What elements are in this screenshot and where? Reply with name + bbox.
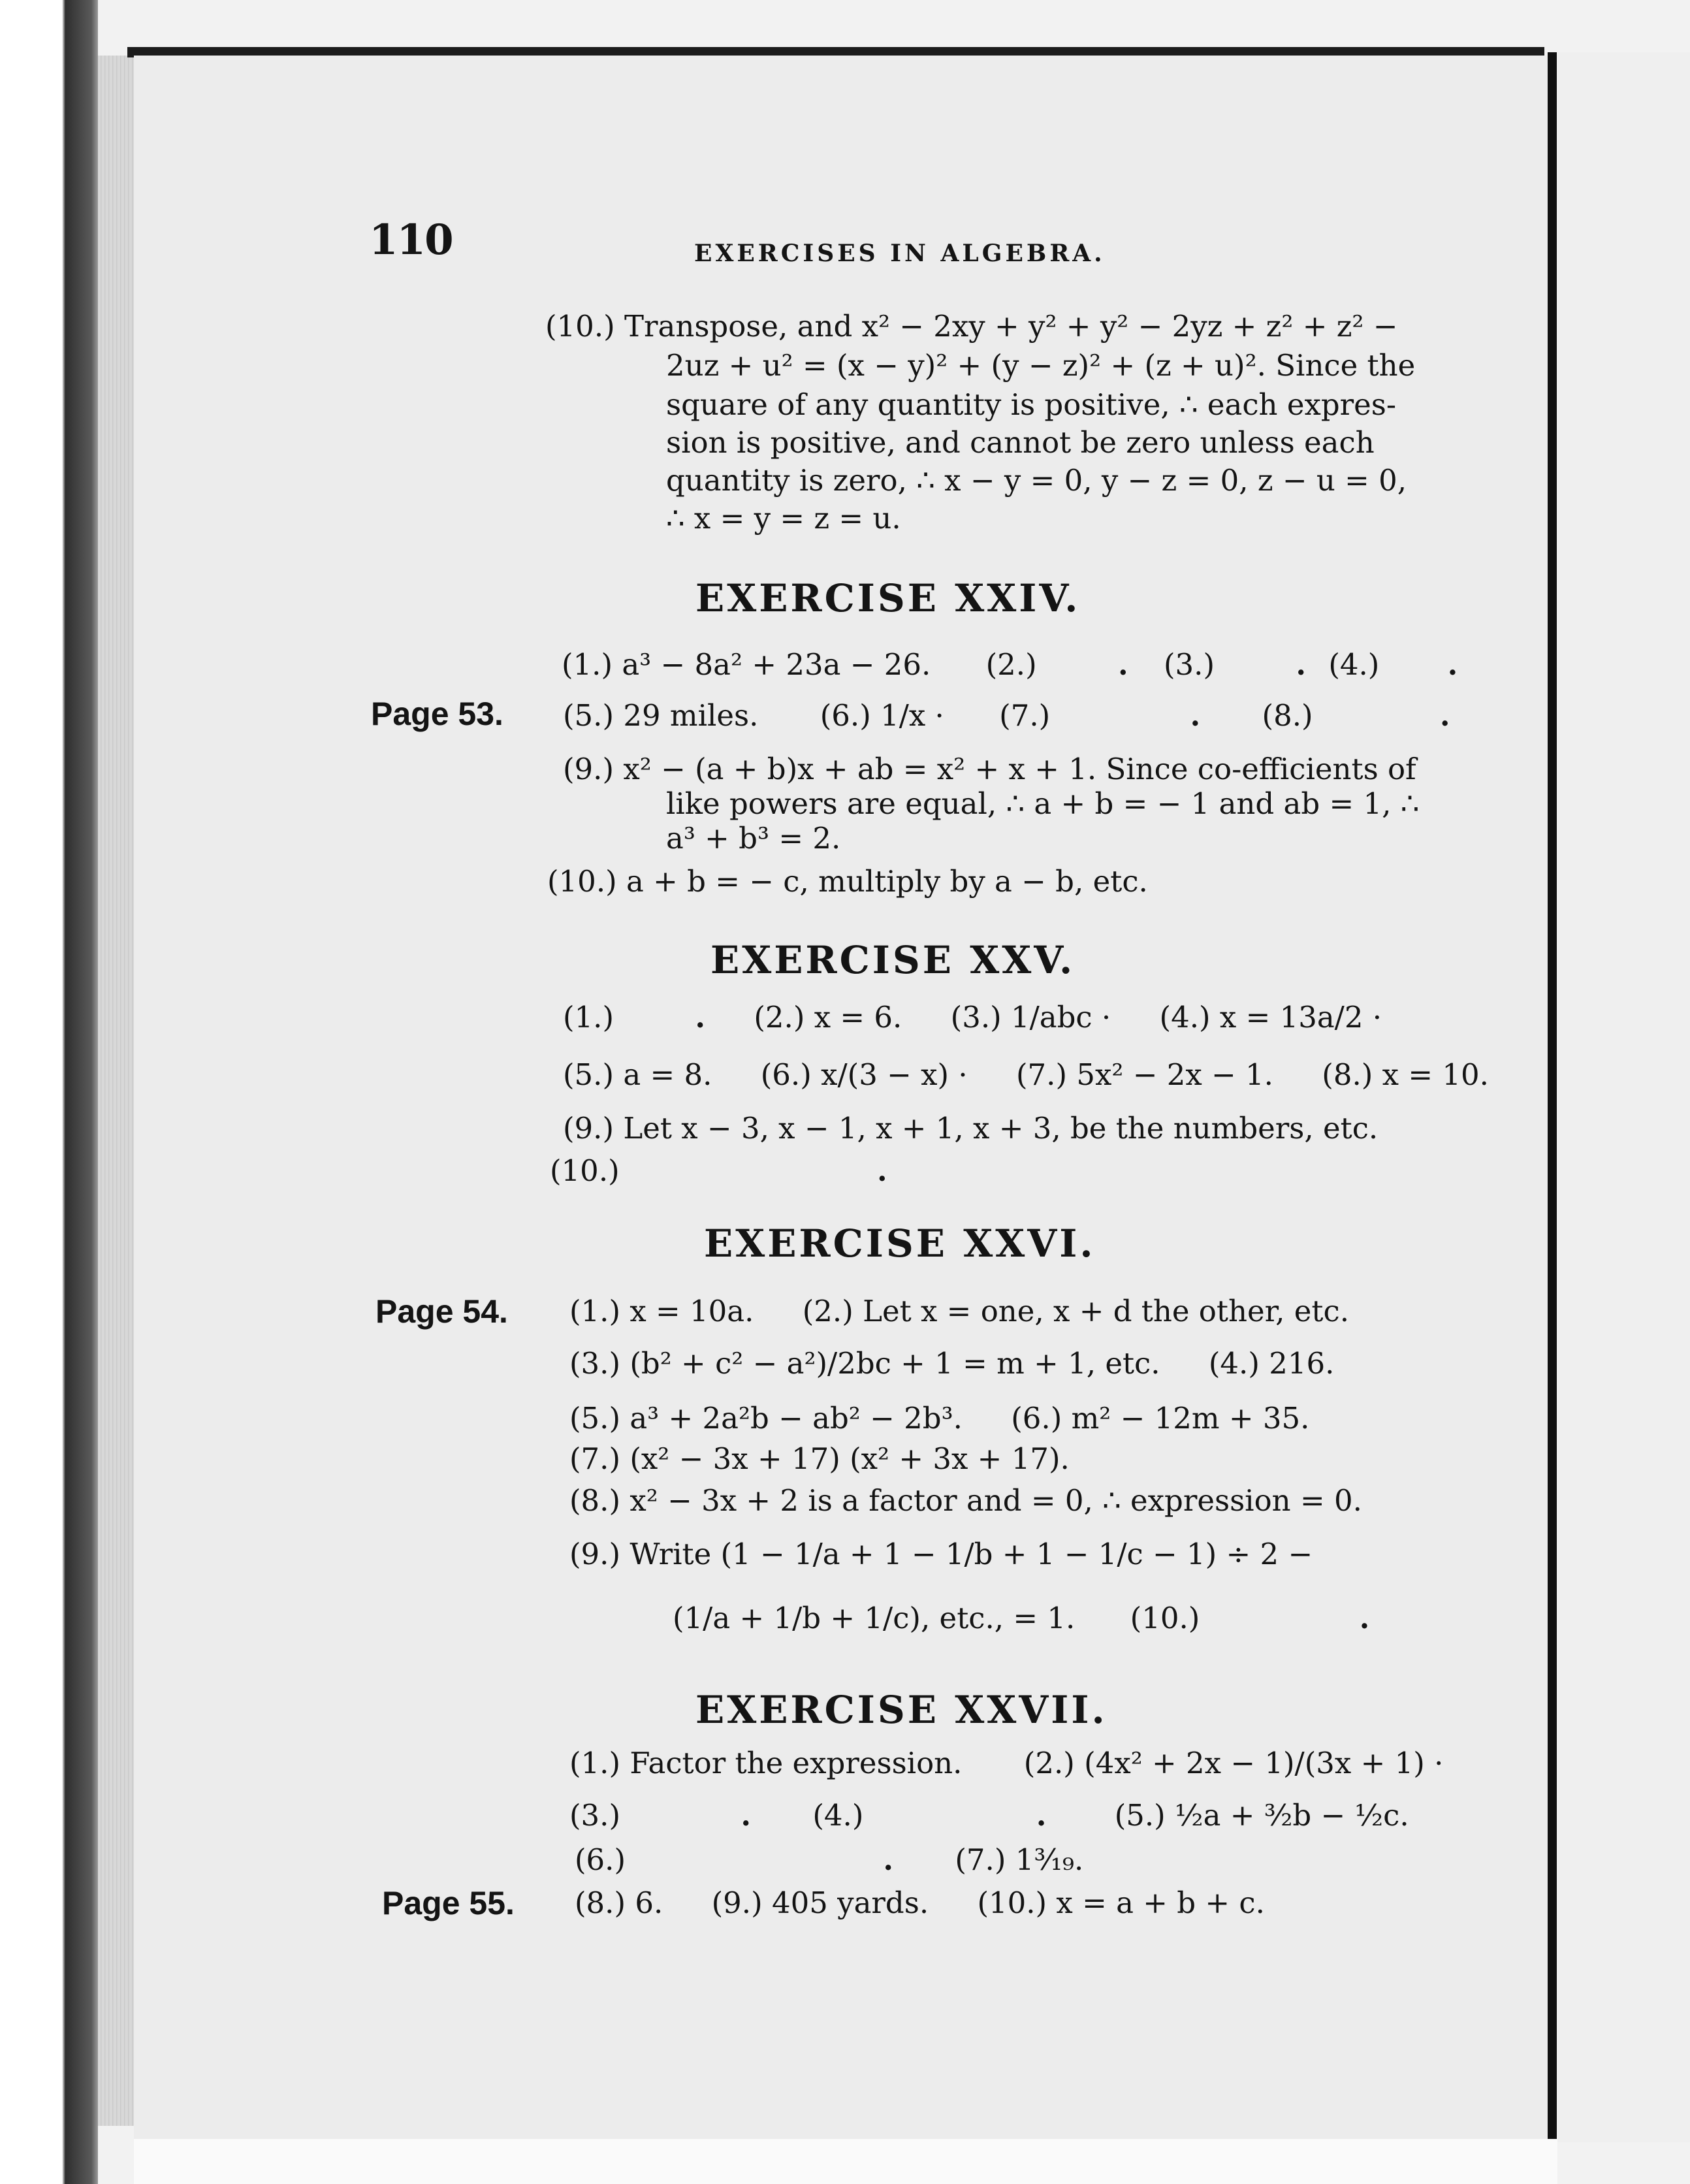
- ex26-line2: [569, 1345, 1334, 1382]
- ex24-answer-2-blank: .: [1117, 647, 1128, 682]
- ex23-item10-line2: 2uz + u² = (x − y)² + (y − z)² + (z + u)². Since the: [666, 348, 1416, 383]
- ex26-answer-5: (5.) a³ + 2a²b − ab² − 2b³.: [569, 1401, 963, 1436]
- ex24-answer-4-blank: .: [1447, 647, 1458, 682]
- ex27-answer-5: (5.) ½a + ³⁄₂b − ½c.: [1114, 1798, 1409, 1833]
- ex27-answer-1: (1.) Factor the expression.: [569, 1746, 963, 1780]
- ex24-line5: a³ + b³ = 2.: [666, 821, 841, 856]
- ex26-answer-10-blank: .: [1359, 1601, 1370, 1635]
- ex26-line7: [673, 1600, 1369, 1637]
- ex27-answer-3-label: (3.): [569, 1798, 621, 1833]
- ex25-answer-6: (6.) x/(3 − x) ·: [760, 1057, 968, 1092]
- ex26-answer-2: (2.) Let x = one, x + d the other, etc.: [802, 1294, 1349, 1328]
- ex26-line6: (9.) Write (1 − 1/a + 1 − 1/b + 1 − 1/c − 1) ÷ 2 −: [569, 1537, 1313, 1571]
- exercise-xxiv-heading: EXERCISE XXIV.: [695, 576, 1081, 620]
- ex26-answer-4: (4.) 216.: [1208, 1346, 1335, 1381]
- ex27-answer-8: (8.) 6.: [575, 1886, 663, 1920]
- ex24-line2: [563, 698, 1450, 734]
- scan-left-edge: [0, 0, 98, 2184]
- ex27-answer-10: (10.) x = a + b + c.: [977, 1886, 1265, 1920]
- ex25-answer-7: (7.) 5x² − 2x − 1.: [1016, 1057, 1273, 1092]
- ex25-answer-10-label: (10.): [550, 1153, 620, 1188]
- ex27-answer-3-blank: .: [741, 1798, 752, 1833]
- ex24-answer-7-blank: .: [1190, 698, 1201, 733]
- exercise-xxv-heading: EXERCISE XXV.: [710, 938, 1076, 982]
- scan-bottom-margin: [134, 2139, 1557, 2184]
- running-title: EXERCISES IN ALGEBRA.: [694, 240, 1106, 267]
- ex24-answer-5: (5.) 29 miles.: [563, 698, 759, 733]
- ex25-answer-3: (3.) 1/abc ·: [950, 1000, 1111, 1035]
- ex25-answer-5: (5.) a = 8.: [563, 1057, 712, 1092]
- ex25-answer-1-label: (1.): [563, 1000, 614, 1035]
- page-gutter: [1548, 52, 1557, 2142]
- ex26-answer-3: (3.) (b² + c² − a²)/2bc + 1 = m + 1, etc.: [569, 1346, 1160, 1381]
- ex25-line3: (9.) Let x − 3, x − 1, x + 1, x + 3, be the numbers, etc.: [563, 1111, 1379, 1146]
- ex27-answer-2: (2.) (4x² + 2x − 1)/(3x + 1) ·: [1023, 1746, 1444, 1780]
- ex24-answer-7-label: (7.): [999, 698, 1051, 733]
- ex27-line4: [575, 1885, 1265, 1921]
- ex25-answer-2: (2.) x = 6.: [754, 1000, 902, 1035]
- page-number: 110: [369, 216, 453, 265]
- ex24-answer-3-blank: .: [1296, 647, 1306, 682]
- ex24-line3: (9.) x² − (a + b)x + ab = x² + x + 1. Since co-efficients of: [563, 752, 1416, 786]
- ex25-line2: [563, 1057, 1489, 1093]
- ex26-answer-10-label: (10.): [1130, 1601, 1200, 1635]
- ex26-line1: [569, 1293, 1349, 1330]
- ex27-answer-4-blank: .: [1036, 1798, 1047, 1833]
- ex27-answer-7: (7.) 1³⁄₁₉.: [955, 1842, 1084, 1877]
- ex24-line6: (10.) a + b = − c, multiply by a − b, etc.: [547, 864, 1148, 899]
- ex27-line2: [569, 1797, 1409, 1834]
- ex26-line4: (7.) (x² − 3x + 17) (x² + 3x + 17).: [569, 1441, 1070, 1476]
- ex23-item10-line3: square of any quantity is positive, ∴ each expres-: [666, 387, 1397, 422]
- ex24-answer-6: (6.) 1/x ·: [820, 698, 944, 733]
- ex26-line3: [569, 1400, 1309, 1437]
- ex25-answer-8: (8.) x = 10.: [1322, 1057, 1489, 1092]
- ex25-answer-1-blank: .: [695, 1000, 706, 1035]
- ex27-answer-9: (9.) 405 yards.: [711, 1886, 929, 1920]
- margin-page-55: Page 55.: [382, 1885, 515, 1921]
- ex24-answer-1: (1.) a³ − 8a² + 23a − 26.: [562, 647, 931, 682]
- ex27-answer-6-blank: .: [883, 1842, 894, 1877]
- ex26-line5: (8.) x² − 3x + 2 is a factor and = 0, ∴ expression = 0.: [569, 1483, 1362, 1518]
- exercise-xxvii-heading: EXERCISE XXVII.: [695, 1688, 1108, 1732]
- ex26-answer-6: (6.) m² − 12m + 35.: [1011, 1401, 1310, 1436]
- ex23-item10-line5: quantity is zero, ∴ x − y = 0, y − z = 0, z − u = 0,: [666, 463, 1407, 498]
- ex27-answer-4-label: (4.): [812, 1798, 864, 1833]
- ex24-answer-8-label: (8.): [1262, 698, 1313, 733]
- ex27-line3: [575, 1842, 1083, 1878]
- book-page-edges: [98, 56, 137, 2126]
- ex25-line4: [550, 1153, 887, 1189]
- margin-page-54: Page 54.: [375, 1293, 508, 1330]
- ex25-answer-4: (4.) x = 13a/2 ·: [1159, 1000, 1382, 1035]
- ex24-answer-8-blank: .: [1439, 698, 1450, 733]
- ex27-answer-6-label: (6.): [575, 1842, 626, 1877]
- ex24-answer-3-label: (3.): [1163, 647, 1215, 682]
- ex27-line1: [569, 1745, 1443, 1782]
- facing-page: [1557, 52, 1690, 2142]
- ex26-answer-1: (1.) x = 10a.: [569, 1294, 754, 1328]
- ex24-line4: like powers are equal, ∴ a + b = − 1 and ab = 1, ∴: [666, 786, 1420, 821]
- ex23-item10-line4: sion is positive, and cannot be zero unless each: [666, 425, 1375, 460]
- ex24-answer-2-label: (2.): [985, 647, 1037, 682]
- ex25-answer-10-blank: .: [877, 1153, 887, 1188]
- ex23-item10-line1: (10.) Transpose, and x² − 2xy + y² + y² − 2yz + z² + z² −: [545, 309, 1398, 344]
- ex24-answer-4-label: (4.): [1328, 647, 1380, 682]
- ex24-line1: [562, 647, 1458, 683]
- exercise-xxvi-heading: EXERCISE XXVI.: [704, 1221, 1096, 1266]
- ex23-item10-line6: ∴ x = y = z = u.: [666, 501, 901, 536]
- margin-page-53: Page 53.: [371, 696, 503, 732]
- ex26-answer-9-cont: (1/a + 1/b + 1/c), etc., = 1.: [673, 1601, 1076, 1635]
- ex25-line1: [563, 999, 1382, 1036]
